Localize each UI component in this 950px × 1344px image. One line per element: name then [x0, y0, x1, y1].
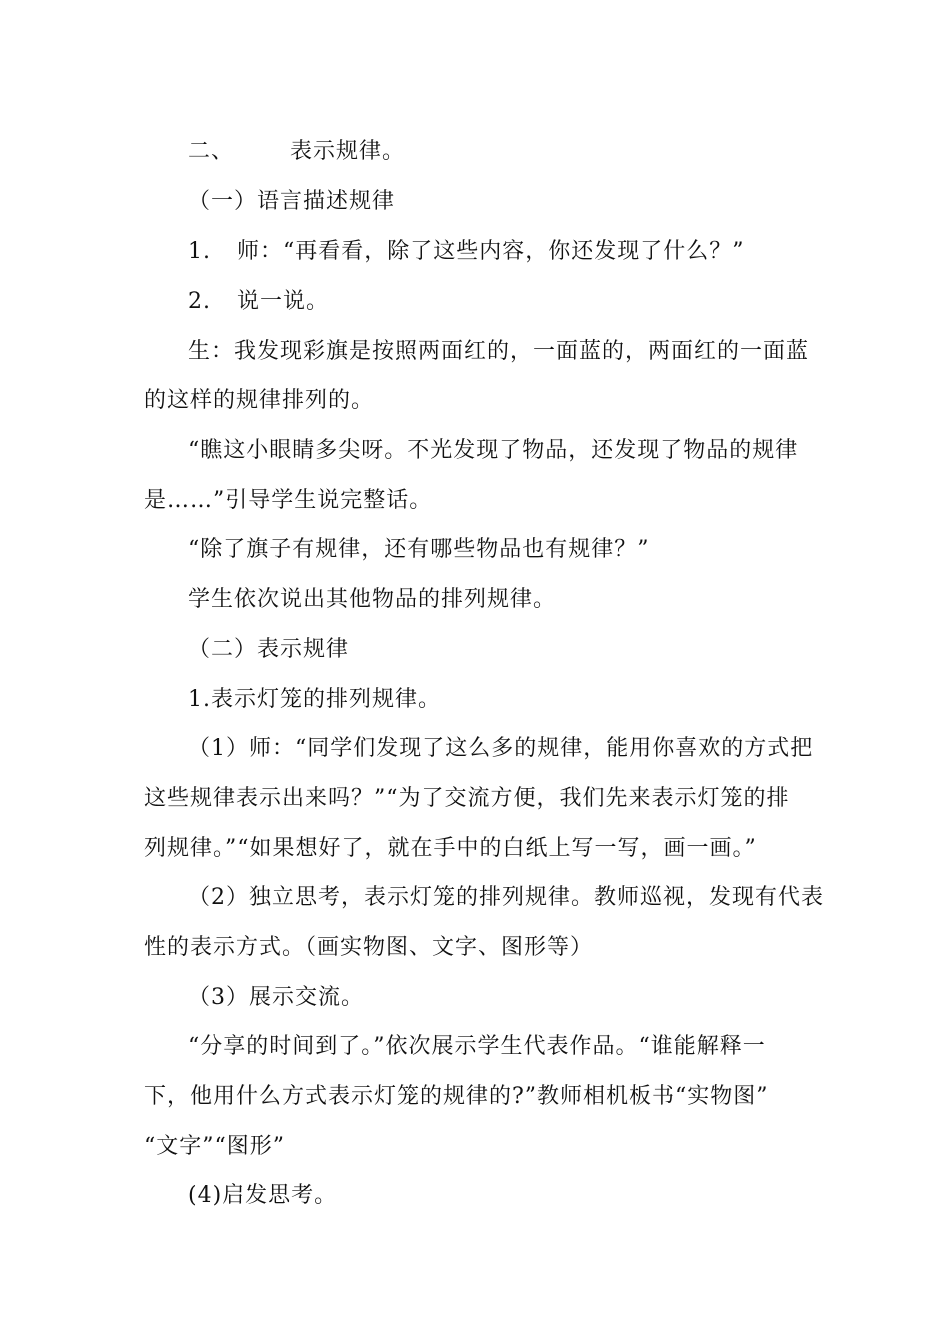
- step-paragraph-1-line-3: 列规律。”“如果想好了，就在手中的白纸上写一写，画一画。”: [144, 836, 757, 861]
- teacher-praise-line-2: 是……”引导学生说完整话。: [144, 488, 433, 513]
- students-response: 学生依次说出其他物品的排列规律。: [188, 587, 557, 612]
- section-heading: [188, 137, 405, 167]
- step-paragraph-2-line-1: （2）独立思考，表示灯笼的排列规律。教师巡视，发现有代表: [188, 885, 824, 910]
- section-number: 二、: [188, 139, 235, 164]
- step-paragraph-5: (4)启发思考。: [188, 1183, 338, 1208]
- list-item-number: 2.: [188, 289, 211, 314]
- step-paragraph-1-line-2: 这些规律表示出来吗？”“为了交流方便，我们先来表示灯笼的排: [144, 786, 790, 811]
- step-paragraph-3: （3）展示交流。: [188, 985, 364, 1010]
- subsection-heading-2: （二）表示规律: [188, 637, 350, 662]
- student-answer-line-2: 的这样的规律排列的。: [144, 388, 375, 413]
- step-paragraph-4-line-1: “分享的时间到了。”依次展示学生代表作品。“谁能解释一: [188, 1034, 766, 1059]
- step-paragraph-4-line-3: “文字”“图形”: [144, 1134, 285, 1159]
- teacher-praise-line-1: “瞧这小眼睛多尖呀。不光发现了物品，还发现了物品的规律: [188, 438, 799, 463]
- step-paragraph-2-line-2: 性的表示方式。（画实物图、文字、图形等）: [144, 935, 594, 960]
- teacher-question: “除了旗子有规律，还有哪些物品也有规律？”: [188, 537, 650, 562]
- section-title: 表示规律。: [290, 139, 406, 164]
- step-paragraph-4-line-2: 下，他用什么方式表示灯笼的规律的?”教师相机板书“实物图”: [144, 1084, 769, 1109]
- list-item-1: [188, 237, 745, 267]
- list-item-text: 师：“再看看，除了这些内容，你还发现了什么？”: [237, 239, 745, 264]
- step-heading-1: 1.表示灯笼的排列规律。: [188, 687, 441, 712]
- list-item-text: 说一说。: [237, 289, 330, 314]
- list-item-2: [188, 287, 329, 317]
- step-paragraph-1-line-1: （1）师：“同学们发现了这么多的规律，能用你喜欢的方式把: [188, 736, 814, 761]
- list-item-number: 1.: [188, 239, 211, 264]
- student-answer-line-1: 生：我发现彩旗是按照两面红的，一面蓝的，两面红的一面蓝: [188, 339, 810, 364]
- subsection-heading-1: （一）语言描述规律: [188, 189, 396, 214]
